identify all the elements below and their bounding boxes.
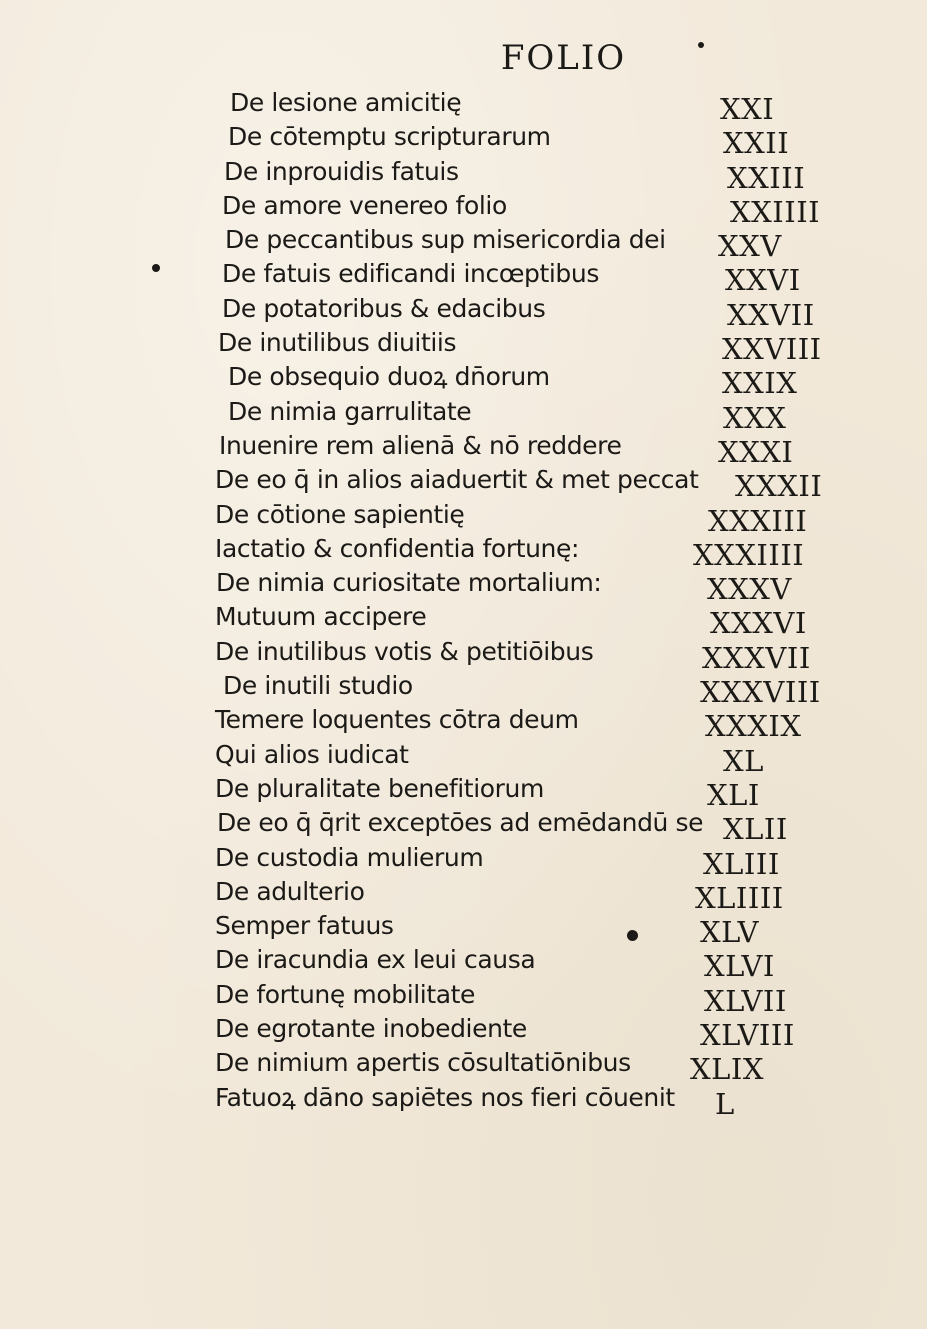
list-item <box>215 943 845 984</box>
list-item <box>215 635 845 675</box>
list-item <box>215 841 845 881</box>
folio-number: XXXVII <box>702 640 811 675</box>
list-item <box>215 326 845 367</box>
list-item <box>215 120 845 161</box>
entry-title: Iactatio & confidentia fortunę: <box>215 533 580 563</box>
entry-title: De eo q̄ in alios aiaduertit & met peccat <box>215 465 699 495</box>
list-item <box>215 429 845 469</box>
entry-title: De pluralitate benefitiorum <box>215 773 544 803</box>
list-item <box>215 223 845 264</box>
entry-title: De inutilibus votis & petitiōibus <box>215 636 594 666</box>
folio-number: XXXIII <box>708 503 808 538</box>
folio-number: XXVII <box>727 297 815 332</box>
folio-number: XXIX <box>722 366 798 401</box>
folio-number: XXVI <box>725 263 801 298</box>
entry-title: De fatuis edificandi incœptibus <box>222 259 599 289</box>
list-item <box>215 1012 845 1053</box>
entry-title: De fortunę mobilitate <box>215 979 476 1009</box>
folio-number: XLIX <box>690 1052 765 1087</box>
page-title: FOLIO <box>500 38 627 78</box>
entry-title: De cōtemptu scripturarum <box>228 122 551 152</box>
entry-title: De egrotante inobediente <box>215 1014 527 1044</box>
folio-number: XXXVIII <box>700 675 821 710</box>
folio-number: XLVII <box>704 983 787 1018</box>
folio-number: XLV <box>700 915 759 950</box>
ink-spot <box>698 42 704 48</box>
entry-title: De inutili studio <box>223 671 413 701</box>
entry-title: De nimium apertis cōsultatiōnibus <box>215 1048 631 1078</box>
list-item <box>215 532 845 572</box>
list-item <box>215 978 845 1018</box>
folio-number: XXXIX <box>705 709 802 744</box>
folio-number: XXXII <box>735 469 823 504</box>
list-item <box>215 703 845 744</box>
entry-title: Inuenire rem alienā & nō reddere <box>219 430 622 460</box>
entry-title: Temere loquentes cōtra deum <box>215 705 579 735</box>
list-item <box>215 1081 845 1121</box>
list-item <box>215 669 845 710</box>
list-item <box>215 498 845 538</box>
list-item <box>215 909 845 950</box>
folio-number: XXII <box>723 126 790 161</box>
entry-title: Qui alios iudicat <box>215 739 409 769</box>
list-item <box>215 360 845 401</box>
list-item <box>215 463 845 504</box>
entry-title: De obsequio duoꝝ dn̄orum <box>228 362 550 392</box>
folio-number: XXXIIII <box>693 537 805 572</box>
folio-number: XXIIII <box>730 194 821 229</box>
list-item <box>215 806 845 847</box>
page-header <box>0 38 927 78</box>
entry-title: De nimia curiositate mortalium: <box>216 568 602 598</box>
folio-number: XXX <box>723 400 787 435</box>
table-of-contents <box>215 86 845 1121</box>
list-item <box>215 566 845 607</box>
list-item <box>215 738 845 778</box>
folio-number: XXXVI <box>710 606 807 641</box>
ink-spot <box>152 264 160 272</box>
entry-title: De adulterio <box>215 876 365 906</box>
list-item <box>215 292 845 332</box>
entry-title: Semper fatuus <box>215 911 394 941</box>
list-item <box>215 875 845 915</box>
folio-number: XLII <box>723 812 788 847</box>
entry-title: De eo q̄ q̄rit exceptōes ad emēdandū se <box>217 808 704 838</box>
list-item <box>215 600 845 641</box>
entry-title: De custodia mulierum <box>215 842 484 872</box>
folio-number: XXVIII <box>722 332 822 367</box>
entry-title: De iracundia ex leui causa <box>215 945 536 975</box>
entry-title: De inutilibus diuitiis <box>218 328 457 358</box>
entry-title: De inprouidis fatuis <box>224 156 459 186</box>
folio-number: XXI <box>720 92 775 126</box>
list-item <box>215 155 845 195</box>
entry-title: De amore venereo folio <box>222 190 507 220</box>
folio-number: XXXI <box>718 434 794 469</box>
entry-title: De peccantibus sup misericordia dei <box>225 225 666 255</box>
list-item <box>215 86 845 126</box>
folio-number: XLIII <box>703 846 780 881</box>
folio-number: XXIII <box>727 160 806 195</box>
entry-title: De cōtione sapientię <box>215 499 465 529</box>
folio-number: XLVIII <box>700 1018 795 1053</box>
folio-number: XXV <box>718 229 782 264</box>
entry-title: De nimia garrulitate <box>228 396 472 426</box>
folio-number: XLIIII <box>695 880 784 915</box>
list-item <box>215 395 845 435</box>
list-item <box>215 257 845 298</box>
folio-number: XLVI <box>704 949 775 984</box>
folio-number: L <box>715 1086 735 1121</box>
entry-title: Mutuum accipere <box>215 602 427 632</box>
entry-title: Fatuoꝝ dāno sapiētes nos fieri cōuenit <box>215 1082 675 1112</box>
list-item <box>215 1046 845 1087</box>
folio-number: XXXV <box>707 572 792 607</box>
entry-title: De lesione amicitię <box>230 88 462 117</box>
folio-number: XL <box>723 743 764 778</box>
list-item <box>215 189 845 229</box>
list-item <box>215 772 845 812</box>
entry-title: De potatoribus & edacibus <box>222 293 546 323</box>
folio-number: XLI <box>707 777 760 812</box>
